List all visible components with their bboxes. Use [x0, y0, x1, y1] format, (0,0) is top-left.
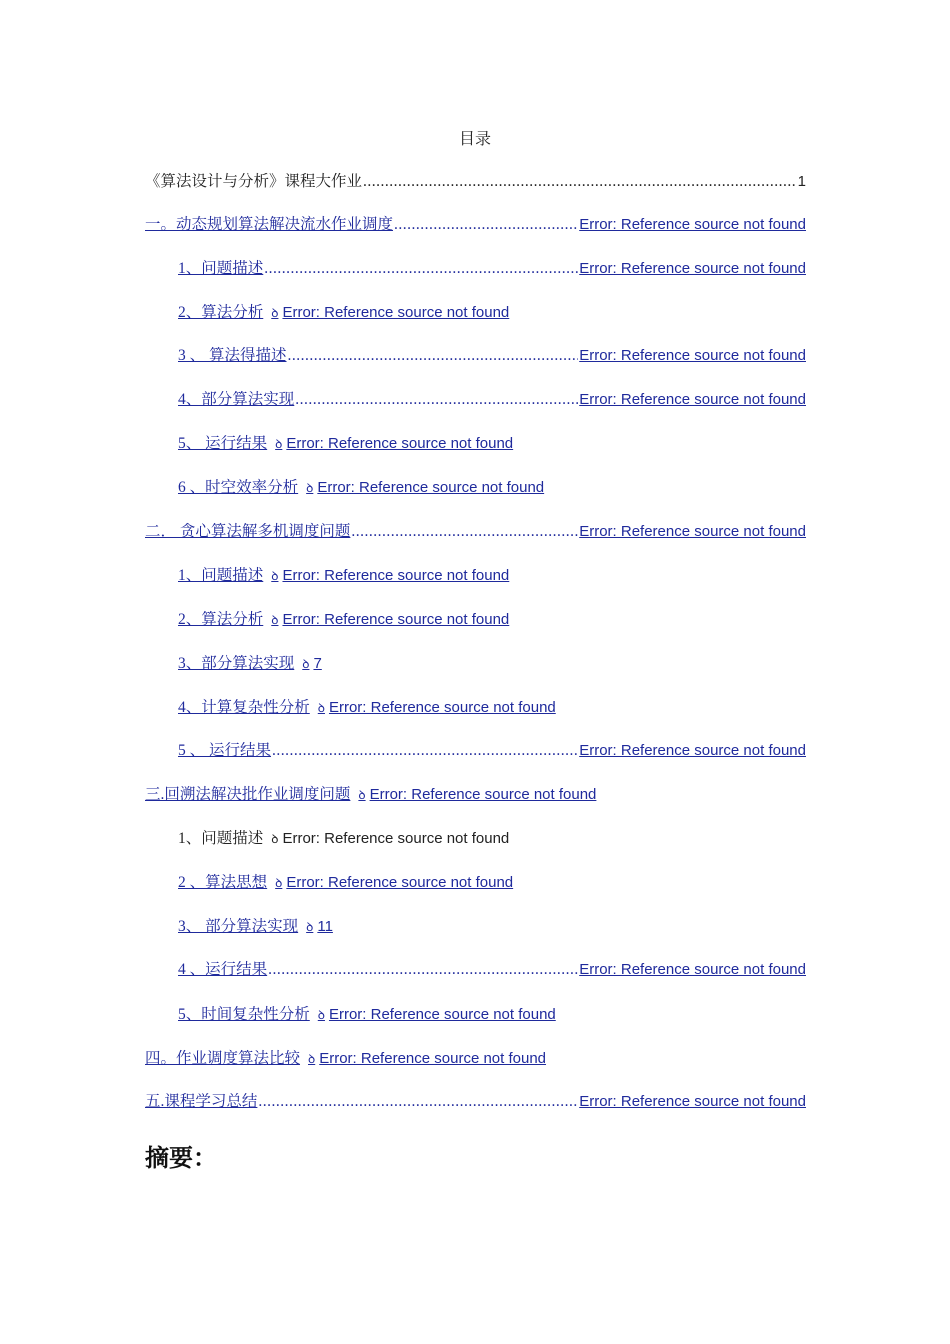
toc-entry-label[interactable]: 二． 贪心算法解多机调度问题: [145, 523, 351, 540]
toc-entry[interactable]: [0, 608, 950, 632]
toc-title: 目录: [458, 131, 491, 148]
toc-page-reference[interactable]: Error: Reference source not found: [282, 567, 510, 584]
toc-page-reference[interactable]: Error: Reference source not found: [369, 786, 597, 803]
toc-entry[interactable]: [0, 520, 950, 544]
toc-page-reference[interactable]: Error: Reference source not found: [286, 435, 514, 452]
toc-entry[interactable]: [0, 958, 950, 982]
toc-entry[interactable]: [0, 1003, 950, 1027]
toc-entry-label[interactable]: 2、算法分析: [178, 304, 264, 321]
toc-page-reference[interactable]: Error: Reference source not found: [579, 216, 806, 233]
toc-page-reference[interactable]: Error: Reference source not found: [579, 260, 806, 277]
toc-page-reference[interactable]: Error: Reference source not found: [286, 874, 514, 891]
toc-entry-label[interactable]: 5、时间复杂性分析: [178, 1006, 310, 1023]
toc-entry-label[interactable]: 4、部分算法实现: [178, 391, 295, 408]
toc-entry: [0, 170, 950, 194]
toc-page-reference[interactable]: Error: Reference source not found: [579, 523, 806, 540]
toc-page-reference[interactable]: Error: Reference source not found: [282, 611, 510, 628]
toc-entry-label[interactable]: 三.回溯法解决批作业调度问题: [145, 786, 351, 803]
toc-entry[interactable]: [0, 388, 950, 412]
toc-leader-dots: [351, 520, 578, 544]
toc-entry-label[interactable]: 5、 运行结果: [178, 435, 268, 452]
toc-entry-label[interactable]: 四。作业调度算法比较: [145, 1050, 301, 1067]
toc-leader-dots: [258, 1090, 578, 1114]
toc-page-reference[interactable]: Error: Reference source not found: [579, 961, 806, 978]
toc-page-reference: 1: [797, 173, 806, 190]
toc-entry[interactable]: [0, 696, 950, 720]
toc-page-reference[interactable]: 11: [317, 918, 333, 935]
toc-entry[interactable]: [0, 652, 950, 676]
toc-page-reference[interactable]: Error: Reference source not found: [328, 1006, 556, 1023]
toc-entry[interactable]: [0, 1047, 950, 1071]
toc-separator-glyph: ꝺ: [271, 613, 279, 627]
toc-entry[interactable]: [0, 213, 950, 237]
toc-page-reference[interactable]: Error: Reference source not found: [579, 347, 806, 364]
toc-page-reference[interactable]: Error: Reference source not found: [319, 1050, 547, 1067]
toc-entry[interactable]: [0, 301, 950, 325]
toc-page-reference[interactable]: Error: Reference source not found: [579, 1093, 806, 1110]
toc-leader-dots: [288, 344, 579, 368]
toc-separator-glyph: ꝺ: [271, 306, 279, 320]
toc-page-reference: Error: Reference source not found: [282, 830, 510, 847]
toc-entry[interactable]: [0, 257, 950, 281]
toc-page-reference[interactable]: Error: Reference source not found: [579, 742, 806, 759]
toc-entry[interactable]: [0, 1090, 950, 1114]
toc-leader-dots: [268, 958, 578, 982]
toc-separator-glyph: ꝺ: [275, 876, 283, 890]
toc-entry[interactable]: [0, 915, 950, 939]
toc-leader-dots: [394, 213, 578, 237]
toc-page-reference[interactable]: Error: Reference source not found: [328, 699, 556, 716]
toc-page-reference[interactable]: Error: Reference source not found: [579, 391, 806, 408]
toc-entry-label[interactable]: 5 、 运行结果: [178, 742, 272, 759]
toc-entry[interactable]: [0, 344, 950, 368]
toc-separator-glyph: ꝺ: [317, 1008, 325, 1022]
toc-entry-label: 《算法设计与分析》课程大作业: [145, 173, 363, 190]
toc-leader-dots: [272, 739, 578, 763]
toc-entry[interactable]: [0, 432, 950, 456]
toc-entry-label: 1、问题描述: [178, 830, 264, 847]
toc-entry-label[interactable]: 一。动态规划算法解决流水作业调度: [145, 216, 394, 233]
toc-entry[interactable]: [0, 783, 950, 807]
toc-leader-dots: [295, 388, 578, 412]
toc-separator-glyph: ꝺ: [306, 481, 314, 495]
toc-separator-glyph: ꝺ: [275, 437, 283, 451]
toc-entry-label[interactable]: 3 、 算法得描述: [178, 347, 287, 364]
toc-entry-label[interactable]: 4、计算复杂性分析: [178, 699, 310, 716]
toc-entry-label[interactable]: 3、部分算法实现: [178, 655, 295, 672]
toc-entry-label[interactable]: 2 、算法思想: [178, 874, 268, 891]
toc-separator-glyph: ꝺ: [358, 788, 366, 802]
toc-entry-label[interactable]: 2、算法分析: [178, 611, 264, 628]
toc-separator-glyph: ꝺ: [308, 1052, 316, 1066]
toc-entry-label[interactable]: 1、问题描述: [178, 260, 264, 277]
toc-entry-label[interactable]: 6 、时空效率分析: [178, 479, 299, 496]
toc-leader-dots: [264, 257, 578, 281]
toc-entry-label[interactable]: 1、问题描述: [178, 567, 264, 584]
toc-entry-label[interactable]: 3、 部分算法实现: [178, 918, 299, 935]
toc-separator-glyph: ꝺ: [306, 920, 314, 934]
abstract-heading: 摘要：: [145, 1143, 217, 1172]
toc-separator-glyph: ꝺ: [317, 701, 325, 715]
toc-page-reference[interactable]: Error: Reference source not found: [317, 479, 545, 496]
toc-separator-glyph: ꝺ: [302, 657, 310, 671]
toc-entry[interactable]: [0, 564, 950, 588]
toc-entry-label[interactable]: 五.课程学习总结: [145, 1093, 258, 1110]
toc-page-reference[interactable]: Error: Reference source not found: [282, 304, 510, 321]
toc-separator-glyph: ꝺ: [271, 569, 279, 583]
toc-page-reference[interactable]: 7: [313, 655, 322, 672]
toc-separator-glyph: ꝺ: [271, 832, 279, 846]
toc-entry-label[interactable]: 4 、运行结果: [178, 961, 268, 978]
toc-leader-dots: [363, 170, 797, 194]
toc-entry[interactable]: [0, 871, 950, 895]
toc-entry[interactable]: [0, 476, 950, 500]
toc-entry: [0, 827, 950, 851]
toc-entry[interactable]: [0, 739, 950, 763]
